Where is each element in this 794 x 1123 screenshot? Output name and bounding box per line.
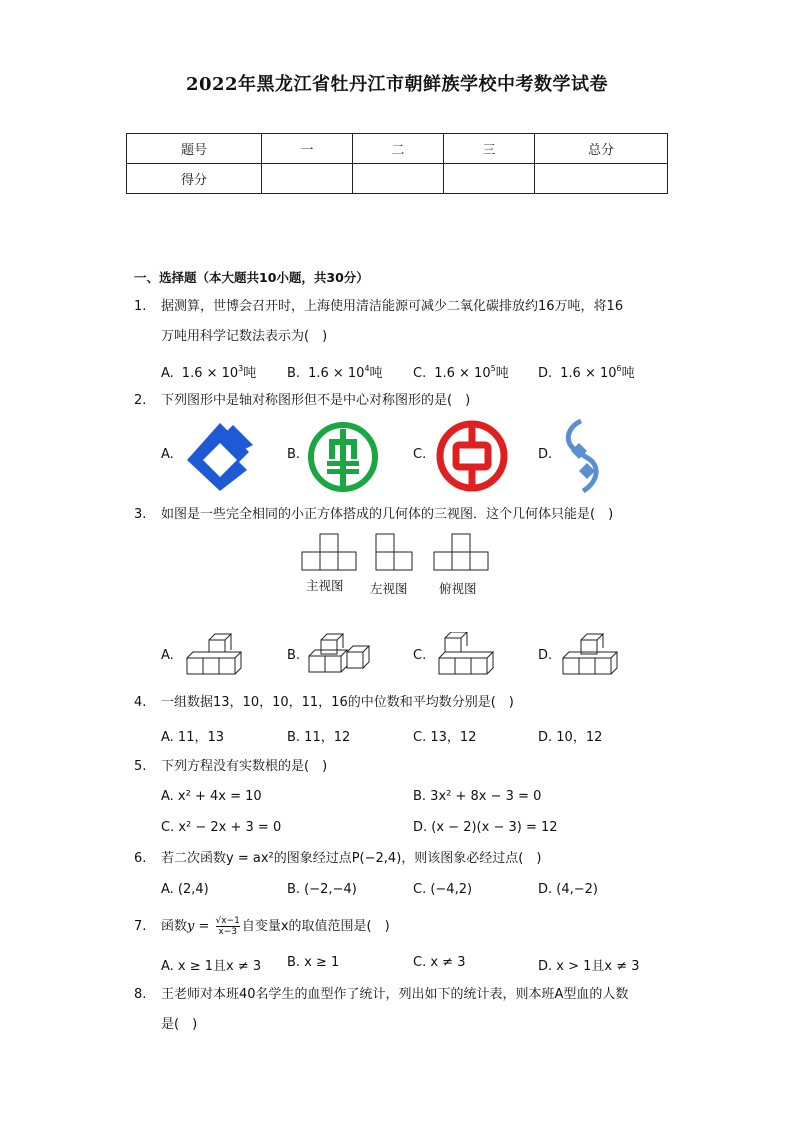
score-table — [126, 133, 668, 194]
option-d[interactable]: D. (4,−2) — [538, 882, 598, 897]
question-6 — [134, 844, 674, 874]
option-a-label[interactable]: A. — [161, 447, 174, 462]
question-text: 是( ) — [161, 1017, 198, 1032]
option-a[interactable]: A. x² + 4x = 10 — [161, 789, 262, 804]
option-d[interactable]: D. (x − 2)(x − 3) = 12 — [413, 820, 558, 835]
question-text: 若二次函数y = ax²的图象经过点P(−2,4)，则该图象必经过点( ) — [161, 851, 542, 866]
question-number: 4. — [134, 695, 147, 710]
ccb-logo-icon — [183, 419, 257, 493]
score-header-cell: 二 — [353, 134, 444, 164]
question-text: 万吨用科学记数法表示为( ) — [161, 329, 328, 344]
score-cell[interactable] — [535, 164, 668, 194]
question-text: 下列图形中是轴对称图形但不是中心对称图形的是( ) — [161, 393, 471, 408]
cube-stack-d-icon — [561, 632, 625, 676]
cube-stack-a-icon — [185, 632, 245, 676]
page-title: 2022年黑龙江省牡丹江市朝鲜族学校中考数学试卷 — [185, 74, 609, 95]
question-number: 6. — [134, 851, 147, 866]
option-c[interactable]: C. x² − 2x + 3 = 0 — [161, 820, 282, 835]
option-d-label[interactable]: D. — [538, 447, 553, 462]
score-header-cell: 一 — [262, 134, 353, 164]
option-a[interactable]: A. (2,4) — [161, 882, 209, 897]
question-text: 如图是一些完全相同的小正方体搭成的几何体的三视图．这个几何体只能是( ) — [161, 507, 614, 522]
option-c[interactable]: C. x ≠ 3 — [413, 955, 466, 970]
option-c-label[interactable]: C. — [413, 447, 427, 462]
cube-stack-c-icon — [437, 632, 501, 676]
score-header-cell: 总分 — [535, 134, 668, 164]
question-text: 函数y = $\frac{√x-1}{x-3}$ 自变量x的取值范围是( ) — [161, 916, 390, 937]
option-c[interactable]: C. $1.6 \times 10^5$吨 — [413, 364, 509, 381]
question-3 — [134, 500, 674, 530]
question-number: 2. — [134, 393, 147, 408]
option-a[interactable]: A. 11，13 — [161, 730, 225, 745]
option-a[interactable]: A. $1.6 \times 10^3$吨 — [161, 364, 257, 381]
question-7 — [134, 912, 674, 942]
score-header-cell: 三 — [444, 134, 535, 164]
option-d-label[interactable]: D. — [538, 648, 553, 663]
question-3-options — [161, 632, 681, 680]
question-text: 下列方程没有实数根的是( ) — [161, 759, 328, 774]
question-4 — [134, 688, 674, 718]
score-header-cell: 题号 — [127, 134, 262, 164]
top-view-label: 俯视图 — [439, 581, 477, 596]
option-b[interactable]: B. (−2,−4) — [287, 882, 357, 897]
option-b[interactable]: B. x ≥ 1 — [287, 955, 340, 970]
three-views-figure — [298, 530, 498, 572]
option-d[interactable]: D. 10，12 — [538, 730, 603, 745]
s-logo-icon — [559, 417, 609, 497]
question-number: 5. — [134, 759, 147, 774]
question-number: 1. — [134, 299, 147, 314]
score-cell[interactable] — [353, 164, 444, 194]
option-b[interactable]: B. 11，12 — [287, 730, 351, 745]
option-d[interactable]: D. $1.6 \times 10^6$吨 — [538, 364, 635, 381]
option-a-label[interactable]: A. — [161, 648, 174, 663]
option-b-label[interactable]: B. — [287, 447, 301, 462]
option-a[interactable]: A. x ≥ 1且x ≠ 3 — [161, 959, 262, 974]
option-c[interactable]: C. 13，12 — [413, 730, 477, 745]
option-c-label[interactable]: C. — [413, 648, 427, 663]
option-c[interactable]: C. (−4,2) — [413, 882, 473, 897]
abc-logo-icon — [307, 421, 379, 493]
question-2-options — [161, 415, 681, 499]
option-b[interactable]: B. 3x² + 8x − 3 = 0 — [413, 789, 542, 804]
front-view-label: 主视图 — [306, 578, 344, 593]
score-cell[interactable] — [262, 164, 353, 194]
question-text: 据测算，世博会召开时，上海使用清洁能源可减少二氧化碳排放约16万吨，将16 — [161, 299, 624, 314]
question-text: 王老师对本班40名学生的血型作了统计，列出如下的统计表，则本班A型血的人数 — [161, 987, 629, 1002]
boc-logo-icon — [435, 419, 509, 493]
question-number: 7. — [134, 919, 147, 934]
question-text: 一组数据13，10，10，11，16的中位数和平均数分别是( ) — [161, 695, 514, 710]
option-b-label[interactable]: B. — [287, 648, 301, 663]
score-row-label: 得分 — [127, 164, 262, 194]
score-cell[interactable] — [444, 164, 535, 194]
cube-stack-b-icon — [307, 632, 371, 676]
question-number: 3. — [134, 507, 147, 522]
side-view-label: 左视图 — [370, 581, 408, 596]
question-number: 8. — [134, 987, 147, 1002]
question-5 — [134, 752, 674, 782]
option-b[interactable]: B. $1.6 \times 10^4$吨 — [287, 364, 383, 381]
question-1 — [134, 292, 674, 352]
question-2 — [134, 386, 674, 416]
section-heading: 一、选择题（本大题共10小题，共30分） — [134, 270, 369, 285]
option-d[interactable]: D. x > 1且x ≠ 3 — [538, 959, 640, 974]
question-8 — [134, 980, 674, 1040]
